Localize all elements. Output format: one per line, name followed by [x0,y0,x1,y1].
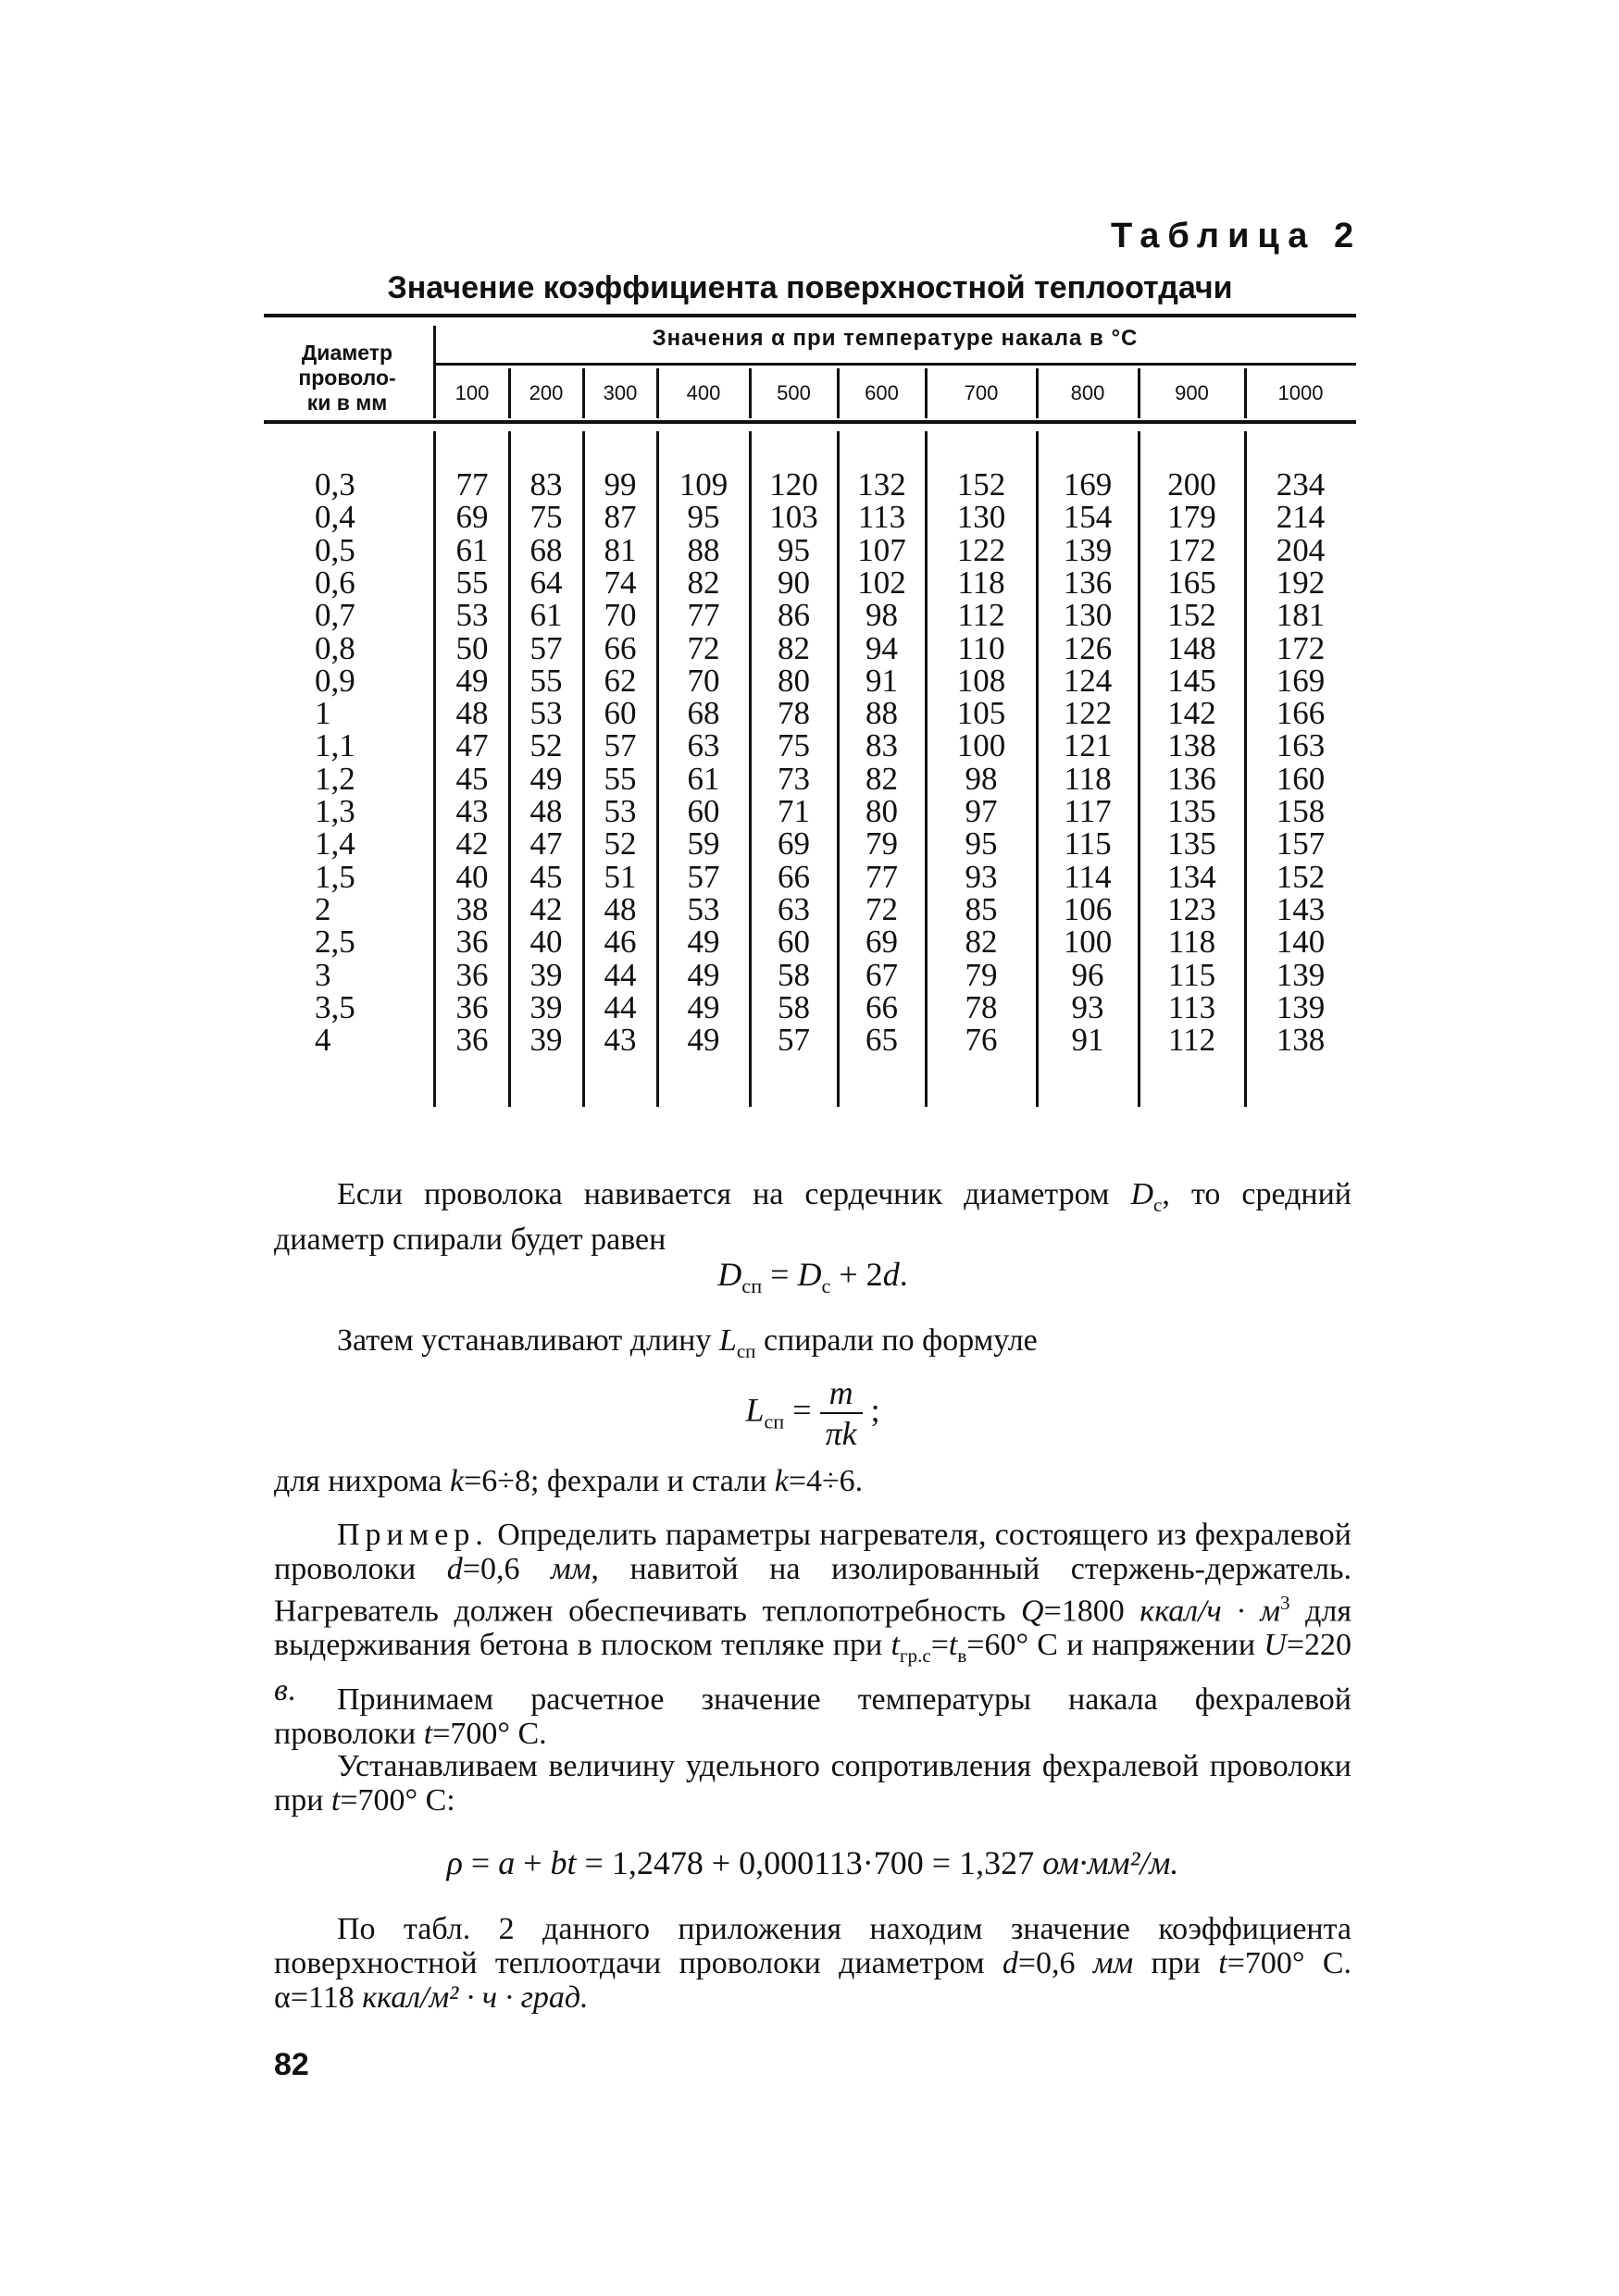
value-cell: 91 [866,662,898,699]
temperature-header-cell: 100 [455,381,490,404]
value-cell: 53 [687,890,720,927]
value-cell: 107 [857,531,906,568]
column-rule [925,368,928,418]
value-cell: 36 [455,924,489,961]
value-cell: 90 [778,564,810,601]
table-row [0,629,1619,666]
value-cell: 117 [1064,793,1112,829]
value-cell: 136 [1063,564,1113,601]
diameter-cell: 2,5 [315,924,355,961]
value-cell: 53 [455,597,489,634]
value-cell: 166 [1276,695,1326,732]
value-cell: 152 [1167,597,1216,634]
value-cell: 134 [1167,858,1216,895]
value-cell: 93 [1071,988,1104,1025]
value-cell: 82 [965,924,998,961]
value-cell: 78 [778,695,810,732]
value-cell: 77 [866,858,898,895]
value-cell: 118 [957,564,1005,601]
value-cell: 75 [529,499,563,536]
value-cell: 172 [1167,531,1216,568]
diameter-cell: 3 [315,956,331,993]
value-cell: 121 [1063,727,1113,764]
value-cell: 139 [1276,956,1326,993]
value-cell: 93 [965,858,998,895]
value-cell: 53 [604,793,637,829]
value-cell: 88 [687,531,720,568]
value-cell: 103 [769,499,818,536]
value-cell: 47 [455,727,489,764]
value-cell: 43 [604,1022,637,1059]
value-cell: 39 [529,988,563,1025]
table-row [0,956,1619,993]
column-rule [582,368,585,418]
diameter-header: Диаметр проволо- ки в мм [298,341,396,415]
value-cell: 86 [778,597,810,634]
value-cell: 69 [866,924,898,961]
value-cell: 95 [965,825,998,863]
value-cell: 163 [1276,727,1326,764]
value-cell: 143 [1276,890,1326,927]
value-cell: 118 [1167,924,1216,961]
value-cell: 152 [956,466,1006,503]
value-cell: 139 [1276,988,1326,1025]
value-cell: 105 [956,695,1006,732]
value-cell: 157 [1276,825,1326,863]
value-cell: 79 [866,825,898,863]
value-cell: 77 [687,597,720,634]
value-cell: 78 [965,988,998,1025]
paragraph-core-diameter: Если проволока навивается на сердечник диаметром $D_c$, то средний диаметр спирали будет равен [274,1177,1351,1257]
value-cell: 50 [455,629,489,666]
value-cell: 42 [455,825,489,863]
diameter-cell: 0,6 [315,564,355,601]
value-cell: 130 [1063,597,1113,634]
value-cell: 77 [455,466,489,503]
diameter-cell: 3,5 [315,988,355,1025]
formula-spiral-diameter: $D_{сп} = D_c + 2d$. [717,1256,908,1298]
value-cell: 48 [604,890,637,927]
value-cell: 48 [455,695,489,732]
value-cell: 59 [687,825,720,863]
table-row [0,531,1619,568]
value-cell: 57 [778,1022,810,1059]
value-cell: 40 [529,924,563,961]
value-cell: 66 [778,858,810,895]
value-cell: 65 [866,1022,898,1059]
temperature-header-cell: 1000 [1277,381,1324,404]
value-cell: 83 [529,466,563,503]
value-cell: 74 [604,564,637,601]
value-cell: 40 [455,858,489,895]
value-cell: 42 [529,890,563,927]
value-cell: 148 [1167,629,1216,666]
diameter-cell: 4 [315,1022,331,1059]
value-cell: 63 [687,727,720,764]
value-cell: 69 [778,825,810,863]
value-cell: 44 [604,956,637,993]
value-cell: 169 [1063,466,1113,503]
value-cell: 130 [956,499,1006,536]
value-cell: 95 [778,531,810,568]
diameter-cell: 1 [315,695,331,732]
table-row [0,1022,1619,1059]
value-cell: 110 [957,629,1005,666]
diameter-cell: 0,4 [315,499,355,536]
table-row [0,597,1619,634]
value-cell: 145 [1167,662,1216,699]
value-cell: 112 [1167,1022,1216,1059]
table-header-rule [264,420,1356,424]
value-cell: 61 [455,531,489,568]
temperature-header-cell: 400 [686,381,721,404]
table-subheader-rule [435,363,1356,366]
table-row [0,729,1619,762]
value-cell: 126 [1063,629,1113,666]
table-row [0,566,1619,599]
paragraph-example: Пример. Определить параметры нагревателя, состоящего из фехралевой проволоки d=0,6 мм, навитой на изолированный стержень-держатель. Нагреватель должен обеспечивать теплопотребность Q=1800 ккал/ч · $м^3$ для выдерживания бетона в плоском тепляке при $t_{гр.с}=t_в=60^\circ$ С и напряжении U=220 в. [274,1518,1351,1708]
diameter-cell: 1,1 [315,727,355,764]
value-cell: 76 [965,1022,998,1059]
value-cell: 120 [769,466,818,503]
value-cell: 70 [687,662,720,699]
temperature-header-cell: 800 [1070,381,1105,404]
value-cell: 49 [687,956,720,993]
value-cell: 53 [529,695,563,732]
value-cell: 91 [1071,1022,1104,1059]
value-cell: 55 [529,662,563,699]
value-cell: 87 [604,499,637,536]
value-cell: 108 [956,662,1006,699]
value-cell: 138 [1276,1022,1326,1059]
value-cell: 49 [455,662,489,699]
value-cell: 80 [866,793,898,829]
value-cell: 57 [604,727,637,764]
value-cell: 36 [455,956,489,993]
value-cell: 63 [778,890,810,927]
diameter-cell: 0,8 [315,629,355,666]
column-rule [656,368,659,418]
column-rule [749,368,752,418]
value-cell: 60 [687,793,720,829]
table-caption: Таблица 2 [1111,217,1363,255]
value-cell: 181 [1276,597,1326,634]
value-cell: 51 [604,858,637,895]
diameter-cell: 0,7 [315,597,355,634]
value-cell: 49 [529,760,563,797]
temperature-header-cell: 600 [865,381,899,404]
table-row [0,924,1619,961]
paragraph-k-values: для нихрома k=6÷8; фехрали и стали k=4÷6. [274,1464,864,1498]
value-cell: 36 [455,1022,489,1059]
value-cell: 69 [455,499,489,536]
value-cell: 99 [604,466,637,503]
formula-spiral-length: $L_{сп}$ = $\frac{m}{\pi k}$ ; [745,1374,880,1452]
value-cell: 132 [857,466,906,503]
column-rule [433,326,436,418]
table-row [0,468,1619,501]
paragraph-temperature: Принимаем расчетное значение температуры накала фехралевой проволоки t=700° С. [274,1682,1351,1751]
value-cell: 158 [1276,793,1326,829]
temperature-header-cell: 500 [777,381,811,404]
column-rule [1244,368,1247,418]
table-row [0,795,1619,827]
value-cell: 70 [604,597,637,634]
temperature-header-cell: 900 [1175,381,1209,404]
value-cell: 142 [1167,695,1216,732]
temperature-header-cell: 700 [964,381,999,404]
paragraph-resistivity: Устанавливаем величину удельного сопротивления фехралевой проволоки при t=700° С: [274,1749,1351,1818]
value-cell: 100 [956,727,1006,764]
value-cell: 109 [679,466,729,503]
value-cell: 85 [965,890,998,927]
temperature-header-cell: 200 [529,381,564,404]
table-row [0,499,1619,536]
value-cell: 73 [778,760,810,797]
value-cell: 122 [956,531,1006,568]
diameter-cell: 0,9 [315,662,355,699]
value-cell: 46 [604,924,637,961]
value-cell: 60 [778,924,810,961]
value-cell: 47 [529,825,563,863]
formula-resistivity: ρ = a + bt = 1,2478 + 0,000113·700 = 1,327 ом·мм²/м. [446,1844,1179,1881]
value-cell: 204 [1276,531,1326,568]
value-cell: 45 [455,760,489,797]
table-row [0,664,1619,697]
value-cell: 55 [604,760,637,797]
value-cell: 160 [1276,760,1326,797]
table-row [0,988,1619,1025]
table-row [0,760,1619,797]
value-cell: 45 [529,858,563,895]
value-cell: 66 [604,629,637,666]
value-cell: 172 [1276,629,1326,666]
value-cell: 83 [866,727,898,764]
value-cell: 81 [604,531,637,568]
value-cell: 135 [1167,793,1216,829]
diameter-cell: 2 [315,890,331,927]
table-title: Значение коэффициента поверхностной теплоотдачи [387,270,1233,305]
value-cell: 57 [529,629,563,666]
value-cell: 80 [778,662,810,699]
value-cell: 49 [687,924,720,961]
value-cell: 154 [1063,499,1113,536]
value-cell: 179 [1167,499,1216,536]
value-cell: 79 [965,956,998,993]
value-cell: 138 [1167,727,1216,764]
value-cell: 114 [1064,858,1112,895]
value-cell: 98 [866,597,898,634]
value-cell: 115 [1167,956,1216,993]
value-cell: 139 [1063,531,1113,568]
value-cell: 61 [529,597,563,634]
value-cell: 200 [1167,466,1216,503]
value-cell: 72 [866,890,898,927]
value-cell: 49 [687,1022,720,1059]
value-cell: 135 [1167,825,1216,863]
value-cell: 118 [1064,760,1112,797]
diameter-cell: 1,3 [315,793,355,829]
value-cell: 57 [687,858,720,895]
diameter-cell: 1,4 [315,825,355,863]
value-cell: 55 [455,564,489,601]
table-row [0,825,1619,863]
value-cell: 67 [866,956,898,993]
value-cell: 165 [1167,564,1216,601]
value-cell: 123 [1167,890,1216,927]
value-cell: 113 [1167,988,1216,1025]
value-cell: 75 [778,727,810,764]
value-cell: 124 [1063,662,1113,699]
value-cell: 98 [965,760,998,797]
value-cell: 140 [1276,924,1326,961]
value-cell: 122 [1063,695,1113,732]
value-cell: 82 [866,760,898,797]
value-cell: 39 [529,1022,563,1059]
value-cell: 95 [687,499,720,536]
value-cell: 115 [1064,825,1112,863]
value-cell: 96 [1071,956,1104,993]
value-cell: 169 [1276,662,1326,699]
value-cell: 100 [1063,924,1113,961]
value-cell: 43 [455,793,489,829]
value-cell: 71 [778,793,810,829]
value-cell: 88 [866,695,898,732]
value-cell: 49 [687,988,720,1025]
value-cell: 52 [529,727,563,764]
value-cell: 136 [1167,760,1216,797]
diameter-cell: 1,2 [315,760,355,797]
value-cell: 61 [687,760,720,797]
value-cell: 94 [866,629,898,666]
value-cell: 113 [857,499,906,536]
value-cell: 72 [687,629,720,666]
value-cell: 60 [604,695,637,732]
value-cell: 44 [604,988,637,1025]
page-number: 82 [274,2047,309,2082]
value-cell: 58 [778,988,810,1025]
value-cell: 36 [455,988,489,1025]
diameter-cell: 1,5 [315,858,355,895]
value-cell: 66 [866,988,898,1025]
column-rule [1036,368,1039,418]
value-cell: 64 [529,564,563,601]
value-cell: 82 [687,564,720,601]
temperature-group-header: Значения α при температуре накала в °С [652,326,1139,351]
table-row [0,695,1619,732]
diameter-cell: 0,3 [315,466,355,503]
value-cell: 58 [778,956,810,993]
column-rule [1138,368,1140,418]
value-cell: 97 [965,793,998,829]
diameter-cell: 0,5 [315,531,355,568]
value-cell: 62 [604,662,637,699]
value-cell: 68 [687,695,720,732]
value-cell: 102 [857,564,906,601]
value-cell: 68 [529,531,563,568]
value-cell: 214 [1276,499,1326,536]
value-cell: 82 [778,629,810,666]
value-cell: 152 [1276,858,1326,895]
value-cell: 38 [455,890,489,927]
paragraph-result: По табл. 2 данного приложения находим значение коэффициента поверхностной теплоотдачи проволоки диаметром d=0,6 мм при t=700° С. α=118 ккал/м² · ч · град. [274,1912,1351,2015]
value-cell: 52 [604,825,637,863]
column-rule [837,368,840,418]
value-cell: 112 [957,597,1005,634]
value-cell: 234 [1276,466,1326,503]
value-cell: 48 [529,793,563,829]
value-cell: 192 [1276,564,1326,601]
value-cell: 39 [529,956,563,993]
table-row [0,890,1619,927]
table-top-rule [264,314,1356,317]
paragraph-spiral-length: Затем устанавливают длину $L_{сп}$ спирали по формуле [337,1323,1038,1362]
value-cell: 106 [1063,890,1113,927]
table-row [0,858,1619,895]
temperature-header-cell: 300 [603,381,638,404]
column-rule [508,368,511,418]
